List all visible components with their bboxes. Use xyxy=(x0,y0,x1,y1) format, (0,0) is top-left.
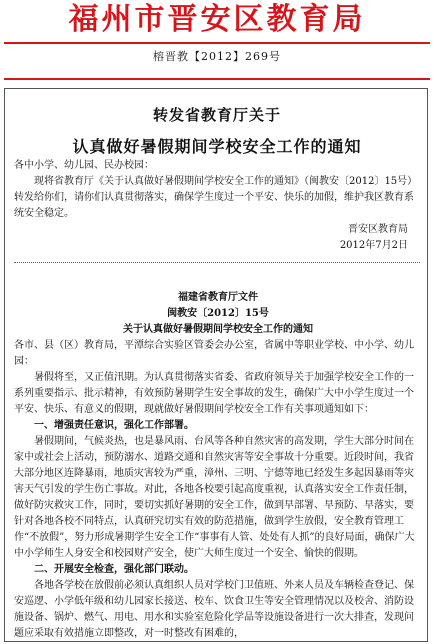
notice-paragraph: 现将省教育厅《关于认真做好暑假期间学校安全工作的通知》（闽教安〔2012〕15号）转发给你们，请你们认真贯彻落实，确保学生度过一个平安、快乐的加假，维护我区教育系统安全稳定。 xyxy=(14,176,418,219)
attachment-number: 闽教安〔2012〕15号 xyxy=(167,308,269,319)
attachment-title: 关于认真做好暑假期间学校安全工作的通知 xyxy=(123,324,313,335)
header-red-rule-top xyxy=(4,42,430,44)
attachment-issuer: 福建省教育厅文件 xyxy=(178,292,258,303)
notice-title-line1: 转发省教育厅关于 xyxy=(152,106,281,124)
attachment-recipients: 各市、县（区）教育局，平潭综合实验区管委会办公室，省属中等职业学校、中小学、幼儿园： xyxy=(14,340,414,367)
notice-body xyxy=(14,158,422,254)
notice-recipients: 各中小学、幼儿园、民办校园： xyxy=(14,160,154,171)
section2-body: 各地各学校在放假前必须认真组织人员对学校门卫值班、外来人员及车辆检查登记、保安巡逻、小学低年级和幼儿园家长接送、校车、饮食卫生等安全管理情况以及校舍、消防设施设备、锅炉、燃气、用电、用水和实验室危险化学品等设施设备进行一次大排查，发现问题应采取有效措施立即整改，对一时整改有困难的， xyxy=(14,580,414,639)
issuer-header-title: 福州市晋安区教育局 xyxy=(68,2,366,37)
header-red-rule-bottom xyxy=(4,78,430,80)
section-separator xyxy=(14,262,420,263)
document-number: 榕晋教【2012】269号 xyxy=(153,50,281,63)
notice-signature: 晋安区教育局 xyxy=(348,224,408,235)
attachment-body xyxy=(14,290,422,642)
notice-title-line2: 认真做好暑假期间学校安全工作的通知 xyxy=(72,137,362,156)
attachment-intro: 暑假将至，又正值汛期。为认真贯彻落实省委、省政府领导关于加强学校安全工作的一系列重要指示、批示精神，有效预防暑期学生安全事故的发生，确保广大中小学生度过一个平安、快乐、有意义的假期，现就做好暑假期间学校安全工作有关事项通知如下： xyxy=(14,372,414,415)
notice-date: 2012年7月2日 xyxy=(339,240,408,251)
section2-title: 二、开展安全检查，强化部门联动。 xyxy=(34,564,194,575)
section1-body: 暑假期间，气候炎热，也是暴风雨、台风等各种自然灾害的高发期，学生大部分时间在家中或社会上活动，预防溺水、道路交通和自然灾害等安全事故十分重要。近段时间，我省大部分地区连降暴雨，地质灾害较为严重，漳州、三明、宁德等地已经发生多起因暴雨等灾害天气引发的学生伤亡事故。对此，各地各校要引起高度重视，认真落实安全工作责任制，做好防灾救灾工作，同时，要切实抓好暑期的安全工作，做到早部署、早预防、早落实，要针对各地各校不同特点，认真研究切实有效的防范措施，做到学生放假，安全教育管理工作“不放假”，努力形成暑期学生安全工作“事事有人管、处处有人抓”的良好局面，确保广大中小学师生人身安全和校园财产安全，使广大师生度过一个安全、愉快的假期。 xyxy=(14,436,415,559)
section1-title: 一、增强责任意识，强化工作部署。 xyxy=(34,420,194,431)
